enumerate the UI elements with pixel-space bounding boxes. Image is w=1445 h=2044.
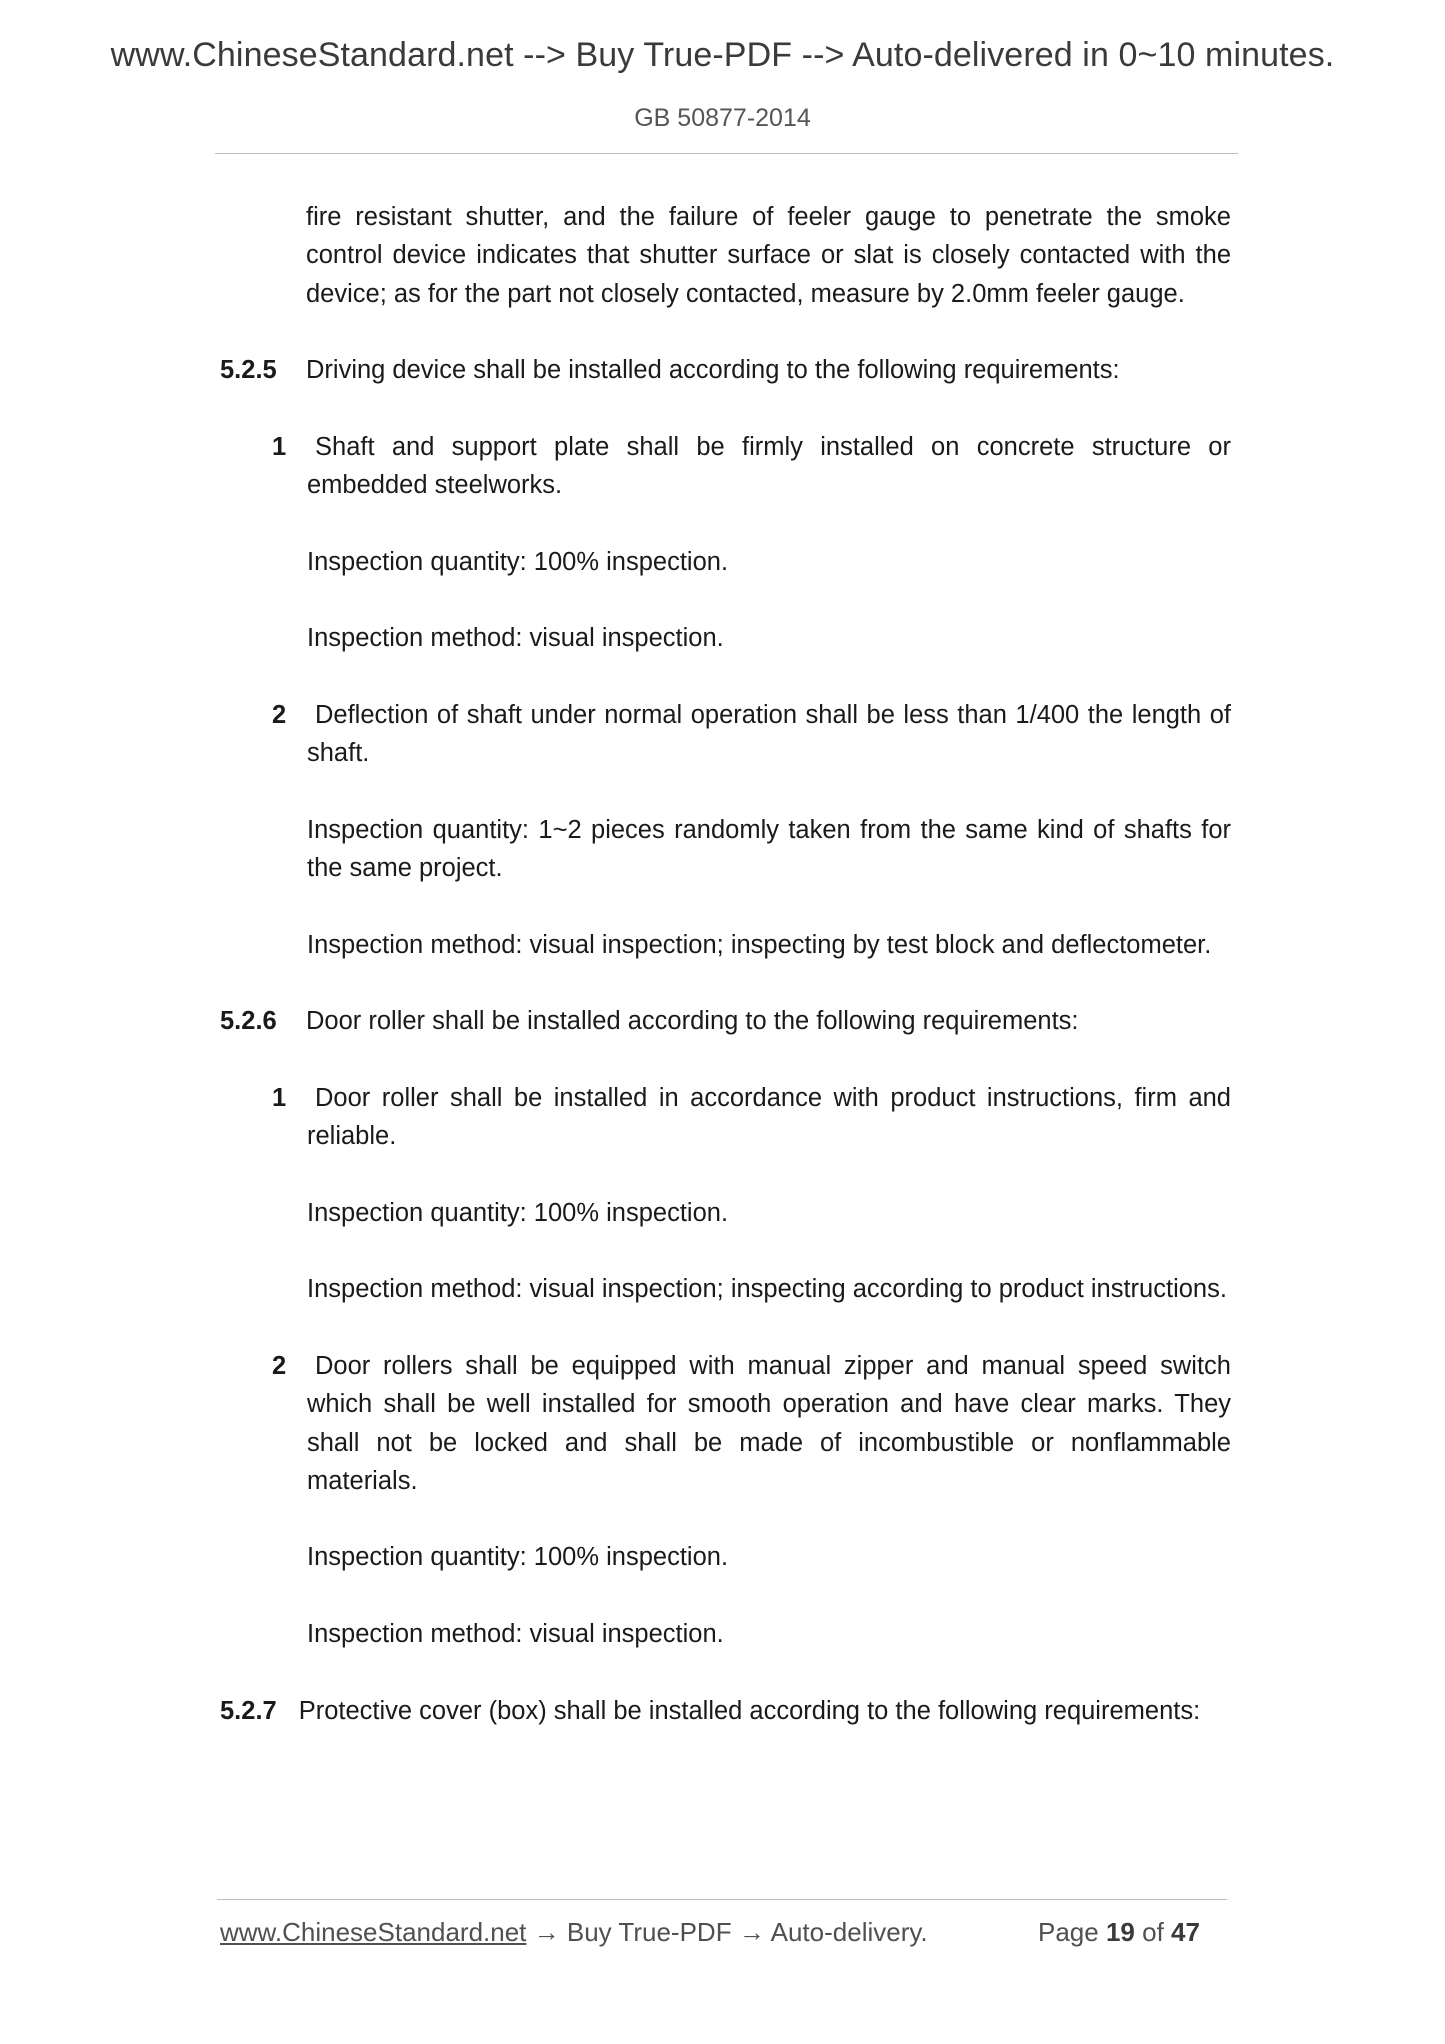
page-label: Page: [1038, 1917, 1099, 1947]
item-text: Door rollers shall be equipped with manual zipper and manual speed switch which shall be well installed for smooth operation and have clear marks. They shall not be locked and shall be made of incombustible or nonflammable materials.: [307, 1351, 1231, 1495]
top-banner: www.ChineseStandard.net --> Buy True-PDF --> Auto-delivered in 0~10 minutes.: [110, 36, 1335, 74]
inspection-quantity: Inspection quantity: 100% inspection.: [307, 1198, 729, 1227]
clause-5-2-6: [220, 1002, 1231, 1040]
inspection-method: Inspection method: visual inspection.: [307, 624, 724, 653]
inspection-quantity: Inspection quantity: 1~2 pieces randomly taken from the same kind of shafts for the same project.: [307, 815, 1231, 883]
page-number: [1038, 1917, 1200, 1948]
list-item: 2 Deflection of shaft under normal operation shall be less than 1/400 the length of shaft.: [272, 700, 1231, 768]
clause-number: 5.2.5: [220, 356, 277, 385]
total-pages: 47: [1171, 1917, 1200, 1947]
footer-divider: [217, 1899, 1227, 1900]
clause-title: Protective cover (box) shall be installed according to the following requirements:: [298, 1696, 1201, 1725]
list-item: 1 Shaft and support plate shall be firmly installed on concrete structure or embedded steelworks.: [272, 432, 1231, 500]
clause-5-2-5: [220, 351, 1231, 389]
inspection-quantity: Inspection quantity: 100% inspection.: [307, 1543, 729, 1572]
item-text: Deflection of shaft under normal operation shall be less than 1/400 the length of shaft.: [307, 700, 1231, 768]
arrow-right-icon: →: [533, 1917, 560, 1947]
item-text: Shaft and support plate shall be firmly installed on concrete structure or embedded steelworks.: [307, 432, 1231, 500]
item-text: Door roller shall be installed in accordance with product instructions, firm and reliable.: [307, 1083, 1231, 1151]
inspection-method: Inspection method: visual inspection; inspecting by test block and deflectometer.: [307, 930, 1212, 959]
continuation-paragraph: fire resistant shutter, and the failure of feeler gauge to penetrate the smoke control device indicates that shutter surface or slat is closely contacted with the device; as for the part not closely contacted, measure by 2.0mm feeler gauge.: [306, 203, 1231, 308]
footer-promo: [220, 1917, 928, 1948]
page-of: of: [1142, 1917, 1164, 1947]
inspection-method: Inspection method: visual inspection; inspecting according to product instructions.: [307, 1275, 1227, 1304]
clause-title: Door roller shall be installed according to the following requirements:: [306, 1007, 1079, 1036]
clause-number: 5.2.7: [220, 1696, 277, 1725]
clause-title: Driving device shall be installed according to the following requirements:: [306, 356, 1120, 385]
buy-text: Buy True-PDF: [566, 1917, 732, 1947]
site-link[interactable]: www.ChineseStandard.net: [220, 1917, 527, 1947]
current-page: 19: [1105, 1917, 1135, 1947]
arrow-right-icon: →: [738, 1917, 765, 1947]
list-item: 1 Door roller shall be installed in accordance with product instructions, firm and reliable.: [272, 1083, 1231, 1151]
header-divider: [215, 153, 1238, 154]
list-item: 2 Door rollers shall be equipped with manual zipper and manual speed switch which shall be well installed for smooth operation and have clear marks. They shall not be locked and shall be made of incombustible or nonflammable materials.: [272, 1351, 1231, 1495]
inspection-quantity: Inspection quantity: 100% inspection.: [307, 547, 729, 576]
clause-5-2-7: [220, 1692, 1231, 1730]
clause-number: 5.2.6: [220, 1007, 277, 1036]
inspection-method: Inspection method: visual inspection.: [307, 1619, 724, 1648]
standard-code: GB 50877-2014: [634, 104, 811, 132]
delivery-text: Auto-delivery.: [770, 1917, 928, 1947]
document-body: [220, 198, 1231, 1730]
